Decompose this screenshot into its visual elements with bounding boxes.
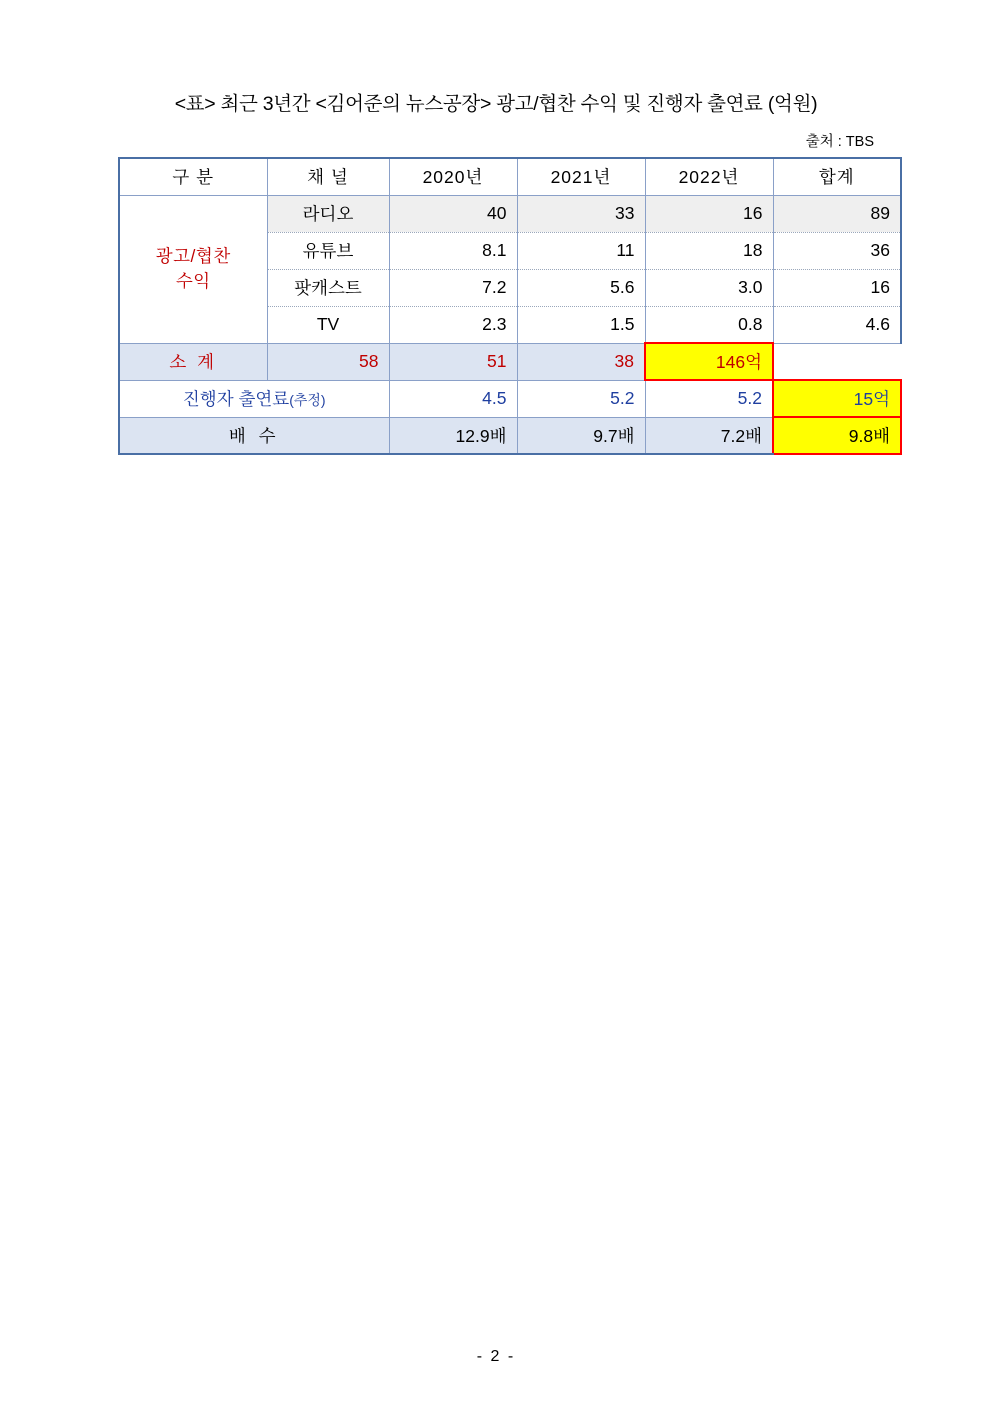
cell-2021: 1.5 — [517, 306, 645, 343]
host-fee-label — [119, 380, 389, 417]
multiple-label: 배 수 — [119, 417, 389, 454]
cell-2021: 11 — [517, 232, 645, 269]
page-title: <표> 최근 3년간 <김어준의 뉴스공장> 광고/협찬 수익 및 진행자 출연료 (억원) — [174, 93, 818, 115]
cell-2022: 3.0 — [645, 269, 773, 306]
host-fee-2020: 4.5 — [389, 380, 517, 417]
subtotal-2020: 58 — [267, 343, 389, 380]
table-row-multiple — [119, 417, 901, 454]
subtotal-2021: 51 — [389, 343, 517, 380]
cell-2020: 2.3 — [389, 306, 517, 343]
cell-channel: 팟캐스트 — [267, 269, 389, 306]
cell-2020: 8.1 — [389, 232, 517, 269]
header-cell-category: 구 분 — [119, 158, 267, 195]
cell-channel: 라디오 — [267, 195, 389, 232]
cell-channel: TV — [267, 306, 389, 343]
cell-2022: 0.8 — [645, 306, 773, 343]
cell-channel: 유튜브 — [267, 232, 389, 269]
multiple-2021: 9.7배 — [517, 417, 645, 454]
cell-total: 16 — [773, 269, 901, 306]
subtotal-label: 소 계 — [119, 343, 267, 380]
host-fee-2021: 5.2 — [517, 380, 645, 417]
cell-2020: 7.2 — [389, 269, 517, 306]
cell-2021: 33 — [517, 195, 645, 232]
rowgroup-label-ad-revenue — [119, 195, 267, 343]
header-cell-channel: 채 널 — [267, 158, 389, 195]
table-row-host-fee — [119, 380, 901, 417]
host-fee-label-suffix: (추정) — [289, 392, 326, 408]
cell-total: 4.6 — [773, 306, 901, 343]
header-cell-2020: 2020년 — [389, 158, 517, 195]
table-header-row — [119, 158, 901, 195]
multiple-total-highlight: 9.8배 — [773, 417, 901, 454]
host-fee-label-main: 진행자 출연료 — [182, 389, 290, 409]
source-label: 출처 : TBS — [805, 134, 874, 150]
page-number: - 2 - — [476, 1348, 516, 1365]
cell-2022: 18 — [645, 232, 773, 269]
cell-2022: 16 — [645, 195, 773, 232]
header-cell-2021: 2021년 — [517, 158, 645, 195]
data-table — [118, 157, 902, 455]
cell-2021: 5.6 — [517, 269, 645, 306]
rowgroup-label-line1: 광고/협찬 — [155, 245, 231, 266]
rowgroup-label-line2: 수익 — [175, 271, 211, 291]
table-row-subtotal — [119, 343, 901, 380]
cell-total: 36 — [773, 232, 901, 269]
host-fee-total-highlight: 15억 — [773, 380, 901, 417]
cell-total: 89 — [773, 195, 901, 232]
multiple-2022: 7.2배 — [645, 417, 773, 454]
subtotal-total-highlight: 146억 — [645, 343, 773, 380]
header-cell-2022: 2022년 — [645, 158, 773, 195]
host-fee-2022: 5.2 — [645, 380, 773, 417]
cell-2020: 40 — [389, 195, 517, 232]
table-row — [119, 195, 901, 232]
subtotal-2022: 38 — [517, 343, 645, 380]
header-cell-total: 합계 — [773, 158, 901, 195]
multiple-2020: 12.9배 — [389, 417, 517, 454]
